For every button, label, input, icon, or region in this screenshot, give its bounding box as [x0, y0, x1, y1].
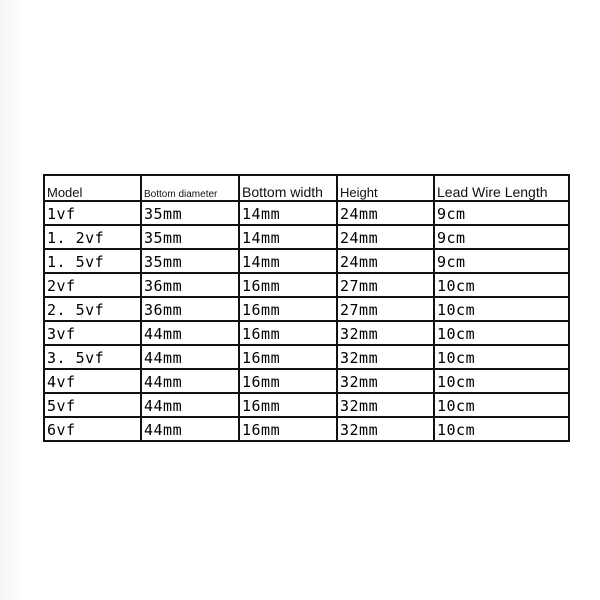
header-lead-wire-length: Lead Wire Length	[434, 175, 569, 201]
cell-model: 1vf	[44, 201, 141, 225]
cell-bottom-width: 14mm	[239, 201, 337, 225]
header-model: Model	[44, 175, 141, 201]
cell-bottom-width: 16mm	[239, 345, 337, 369]
spec-table	[43, 174, 570, 442]
table-row	[44, 297, 569, 321]
table-row	[44, 369, 569, 393]
cell-bottom-diameter: 44mm	[141, 393, 239, 417]
cell-model: 1. 5vf	[44, 249, 141, 273]
cell-bottom-width: 16mm	[239, 297, 337, 321]
cell-lead-wire-length: 9cm	[434, 201, 569, 225]
cell-bottom-diameter: 44mm	[141, 321, 239, 345]
cell-bottom-width: 14mm	[239, 249, 337, 273]
header-bottom-width: Bottom width	[239, 175, 337, 201]
header-row	[44, 175, 569, 201]
cell-bottom-diameter: 44mm	[141, 345, 239, 369]
cell-model: 4vf	[44, 369, 141, 393]
cell-height: 27mm	[337, 297, 434, 321]
cell-bottom-diameter: 36mm	[141, 297, 239, 321]
spec-table-container	[43, 174, 568, 442]
header-bottom-diameter: Bottom diameter	[141, 175, 239, 201]
cell-bottom-width: 14mm	[239, 225, 337, 249]
cell-height: 32mm	[337, 345, 434, 369]
cell-height: 24mm	[337, 201, 434, 225]
table-row	[44, 393, 569, 417]
cell-model: 6vf	[44, 417, 141, 441]
cell-bottom-width: 16mm	[239, 273, 337, 297]
cell-bottom-diameter: 35mm	[141, 249, 239, 273]
cell-lead-wire-length: 10cm	[434, 369, 569, 393]
cell-model: 5vf	[44, 393, 141, 417]
cell-bottom-diameter: 35mm	[141, 225, 239, 249]
cell-bottom-diameter: 44mm	[141, 417, 239, 441]
cell-lead-wire-length: 9cm	[434, 249, 569, 273]
cell-lead-wire-length: 10cm	[434, 297, 569, 321]
cell-model: 2. 5vf	[44, 297, 141, 321]
cell-bottom-diameter: 36mm	[141, 273, 239, 297]
cell-height: 32mm	[337, 321, 434, 345]
cell-height: 27mm	[337, 273, 434, 297]
cell-bottom-diameter: 44mm	[141, 369, 239, 393]
cell-model: 3. 5vf	[44, 345, 141, 369]
header-height: Height	[337, 175, 434, 201]
cell-lead-wire-length: 10cm	[434, 321, 569, 345]
table-row	[44, 273, 569, 297]
cell-lead-wire-length: 10cm	[434, 273, 569, 297]
cell-lead-wire-length: 10cm	[434, 345, 569, 369]
cell-lead-wire-length: 9cm	[434, 225, 569, 249]
table-row	[44, 225, 569, 249]
cell-model: 1. 2vf	[44, 225, 141, 249]
table-row	[44, 345, 569, 369]
table-row	[44, 417, 569, 441]
cell-model: 3vf	[44, 321, 141, 345]
cell-bottom-width: 16mm	[239, 393, 337, 417]
left-edge-shading	[0, 0, 22, 600]
table-row	[44, 249, 569, 273]
table-row	[44, 321, 569, 345]
cell-height: 32mm	[337, 417, 434, 441]
cell-height: 32mm	[337, 393, 434, 417]
cell-lead-wire-length: 10cm	[434, 417, 569, 441]
cell-height: 24mm	[337, 249, 434, 273]
cell-bottom-width: 16mm	[239, 417, 337, 441]
cell-bottom-width: 16mm	[239, 321, 337, 345]
table-row	[44, 201, 569, 225]
cell-model: 2vf	[44, 273, 141, 297]
cell-lead-wire-length: 10cm	[434, 393, 569, 417]
cell-bottom-width: 16mm	[239, 369, 337, 393]
cell-height: 24mm	[337, 225, 434, 249]
table-body	[44, 201, 569, 441]
cell-height: 32mm	[337, 369, 434, 393]
cell-bottom-diameter: 35mm	[141, 201, 239, 225]
